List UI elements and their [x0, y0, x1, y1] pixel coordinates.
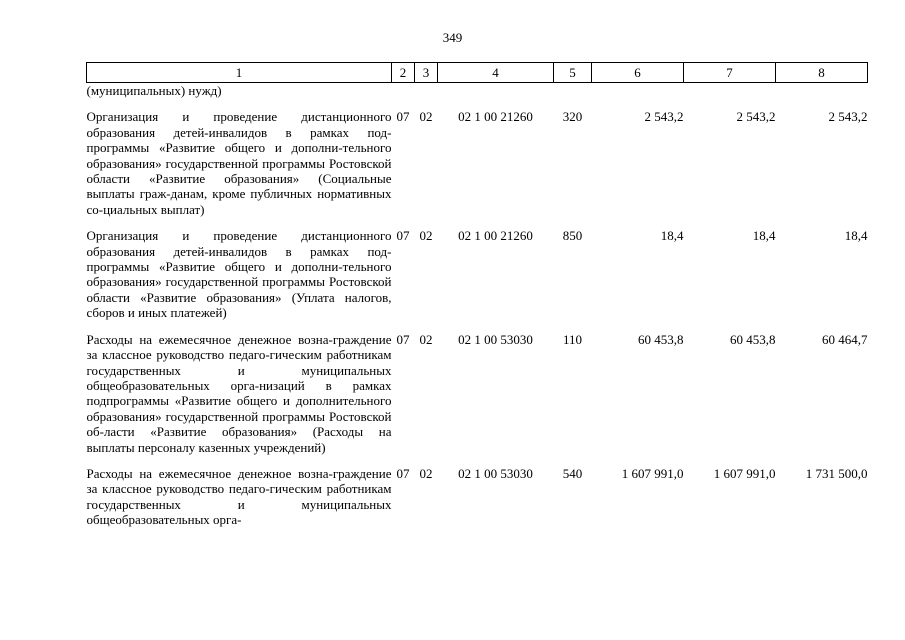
row-description: Организация и проведение дистанционного образования детей-инвалидов в рамках под-программы «Развитие общего и дополни-тельного образования» государственной программы Ростовской области «Развитие образования» (Уплата налогов, сборов и иных платежей) [86, 228, 392, 321]
row-expense-type: 320 [562, 109, 583, 125]
row-amount-year-3: 1 731 500,0 [805, 465, 868, 481]
row-description: Расходы на ежемесячное денежное возна-граждение за классное руководство педаго-гическим работникам государственных и муниципальных общеобразовательных орга-низаций в рамках подпрограммы «Развитие общего и дополнительного образования» государственной программы Ростовской об-ласти «Развитие образования» (Расходы на выплаты персоналу казенных учреждений) [86, 331, 392, 455]
row-section: 07 [396, 228, 410, 244]
row-section: 07 [396, 109, 410, 125]
budget-table [86, 62, 868, 539]
row-target-article: 02 1 00 53030 [458, 465, 533, 481]
continuation-text: (муниципальных) нужд) [86, 83, 222, 98]
row-amount-year-1: 60 453,8 [638, 331, 684, 347]
col-header-6: 6 [592, 63, 684, 83]
row-amount-year-1: 1 607 991,0 [621, 465, 684, 481]
col-header-2: 2 [392, 63, 415, 83]
row-amount-year-2: 1 607 991,0 [713, 465, 776, 481]
row-target-article: 02 1 00 21260 [458, 109, 533, 125]
row-description: Расходы на ежемесячное денежное возна-граждение за классное руководство педаго-гическим работникам государственных и муниципальных общеобразовательных орга- [86, 465, 392, 528]
row-amount-year-1: 18,4 [660, 228, 684, 244]
row-expense-type: 110 [562, 331, 583, 347]
col-header-4: 4 [438, 63, 554, 83]
row-amount-year-3: 60 464,7 [822, 331, 868, 347]
row-amount-year-1: 2 543,2 [644, 109, 684, 125]
row-section: 07 [396, 465, 410, 481]
col-header-5: 5 [554, 63, 592, 83]
header-row [87, 63, 868, 83]
col-header-8: 8 [776, 63, 868, 83]
row-subsection: 02 [419, 228, 433, 244]
continuation-row [87, 83, 868, 110]
row-target-article: 02 1 00 21260 [458, 228, 533, 244]
row-expense-type: 540 [562, 465, 583, 481]
table-row [87, 332, 868, 466]
row-target-article: 02 1 00 53030 [458, 331, 533, 347]
table-row [87, 466, 868, 539]
col-header-1: 1 [87, 63, 392, 83]
row-amount-year-2: 60 453,8 [730, 331, 776, 347]
row-section: 07 [396, 331, 410, 347]
row-amount-year-2: 18,4 [752, 228, 776, 244]
table-row [87, 109, 868, 228]
col-header-7: 7 [684, 63, 776, 83]
row-amount-year-3: 2 543,2 [828, 109, 868, 125]
row-subsection: 02 [419, 109, 433, 125]
row-subsection: 02 [419, 465, 433, 481]
row-expense-type: 850 [562, 228, 583, 244]
row-amount-year-2: 2 543,2 [736, 109, 776, 125]
row-amount-year-3: 18,4 [844, 228, 868, 244]
row-subsection: 02 [419, 331, 433, 347]
row-description: Организация и проведение дистанционного образования детей-инвалидов в рамках под-программы «Развитие общего и дополни-тельного образования» государственной программы Ростовской области «Развитие образования» (Социальные выплаты граж-данам, кроме публичных нормативных со-циальных выплат) [86, 109, 392, 217]
table-row [87, 228, 868, 331]
col-header-3: 3 [415, 63, 438, 83]
page-number: 349 [442, 30, 463, 45]
